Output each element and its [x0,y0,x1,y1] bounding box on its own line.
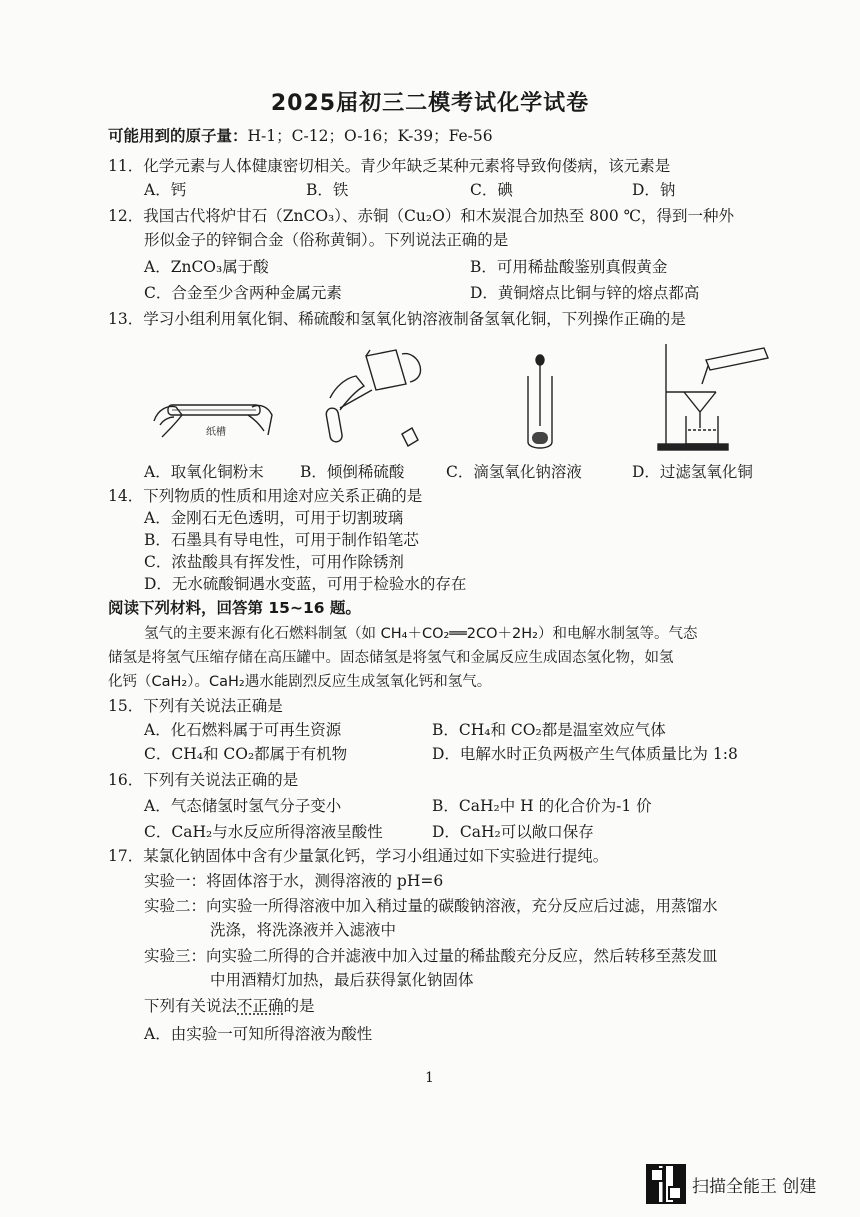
q17-question-emphasis: 不正确 [237,997,284,1015]
figure-a-paper-trough [148,385,276,449]
reading-line-2: 储氢是将氢气压缩存储在高压罐中。固态储氢是将氢气和金属反应生成固态氢化物，如氢 [108,650,674,666]
q15-option-d: D．电解水时正负两极产生气体质量比为 1:8 [432,745,738,763]
figure-c-dropper [520,352,560,454]
page-number: 1 [425,1070,434,1086]
q17-experiment-2-line-1: 实验二：向实验一所得溶液中加入稍过量的碳酸钠溶液，充分反应后过滤，用蒸馏水 [144,897,718,915]
q12-option-d: D．黄铜熔点比铜与锌的熔点都高 [470,284,700,302]
q17-question [144,996,315,1016]
q11-stem: 11．化学元素与人体健康密切相关。青少年缺乏某种元素将导致佝偻病，该元素是 [108,157,671,175]
qr-code-icon [646,1164,686,1204]
q16-option-b: B．CaH₂中 H 的化合价为-1 价 [432,797,652,815]
q17-experiment-3-line-2: 中用酒精灯加热，最后获得氯化钠固体 [210,971,474,989]
figure-b-pouring-acid [310,346,430,450]
q17-experiment-2-line-2: 洗涤，将洗涤液并入滤液中 [210,921,397,939]
reading-heading: 阅读下列材料，回答第 15~16 题。 [108,599,361,617]
atomic-masses-values: H-1；C-12；O-16；K-39；Fe-56 [247,127,493,145]
q11-option-b: B．铁 [306,181,349,199]
figure-a-label: 纸槽 [206,427,226,438]
q16-option-c: C．CaH₂与水反应所得溶液呈酸性 [144,823,383,841]
q13-option-b: B．倾倒稀硫酸 [300,463,405,481]
q15-stem: 15．下列有关说法正确是 [108,697,283,715]
q12-stem-1: 12．我国古代将炉甘石（ZnCO₃）、赤铜（Cu₂O）和木炭混合加热至 800 ℃，得到一种外 [108,207,735,225]
q15-option-c: C．CH₄和 CO₂都属于有机物 [144,745,348,763]
q13-option-d: D．过滤氢氧化铜 [632,463,753,481]
q16-option-a: A．气态储氢时氢气分子变小 [144,797,342,815]
q17-question-pre: 下列有关说法 [144,997,238,1015]
q14-option-a: A．金刚石无色透明，可用于切割玻璃 [144,509,404,527]
q15-option-a: A．化石燃料属于可再生资源 [144,721,342,739]
q14-option-d: D．无水硫酸铜遇水变蓝，可用于检验水的存在 [144,575,467,593]
q14-option-b: B．石墨具有导电性，可用于制作铅笔芯 [144,531,419,549]
q13-stem: 13．学习小组利用氧化铜、稀硫酸和氢氧化钠溶液制备氢氧化铜，下列操作正确的是 [108,310,686,328]
page-title: 2025届初三二模考试化学试卷 [270,91,590,116]
scanner-watermark: 扫描全能王 创建 [692,1177,817,1197]
q12-option-a: A．ZnCO₃属于酸 [144,258,269,276]
atomic-masses-line [108,126,493,146]
atomic-masses-label: 可能用到的原子量： [108,127,248,145]
q16-option-d: D．CaH₂可以敞口保存 [432,823,594,841]
q17-stem: 17．某氯化钠固体中含有少量氯化钙，学习小组通过如下实验进行提纯。 [108,847,609,865]
q11-option-d: D．钠 [632,181,676,199]
q17-experiment-3-line-1: 实验三：向实验二所得的合并滤液中加入过量的稀盐酸充分反应，然后转移至蒸发皿 [144,947,718,965]
reading-line-1: 氢气的主要来源有化石燃料制氢（如 CH₄＋CO₂══2CO＋2H₂）和电解水制氢等。气态 [144,626,698,642]
q12-stem-2: 形似金子的锌铜合金（俗称黄铜）。下列说法正确的是 [144,231,509,249]
q14-option-c: C．浓盐酸具有挥发性，可用作除锈剂 [144,553,404,571]
q11-option-a: A．钙 [144,181,187,199]
reading-line-3: 化钙（CaH₂）。CaH₂遇水能剧烈反应生成氢氧化钙和氢气。 [108,674,492,690]
q13-option-c: C．滴氢氧化钠溶液 [446,463,582,481]
q15-option-b: B．CH₄和 CO₂都是温室效应气体 [432,721,666,739]
q17-option-a: A．由实验一可知所得溶液为酸性 [144,1025,373,1043]
q17-experiment-1: 实验一：将固体溶于水，测得溶液的 pH=6 [144,872,444,890]
q12-option-c: C．合金至少含两种金属元素 [144,284,342,302]
q16-stem: 16．下列有关说法正确的是 [108,771,299,789]
figure-d-filtration [656,340,776,452]
q17-question-post: 的是 [283,997,315,1015]
q12-option-b: B．可用稀盐酸鉴别真假黄金 [470,258,668,276]
q11-option-c: C．碘 [470,181,513,199]
q13-option-a: A．取氧化铜粉末 [144,463,264,481]
q14-stem: 14．下列物质的性质和用途对应关系正确的是 [108,487,423,505]
